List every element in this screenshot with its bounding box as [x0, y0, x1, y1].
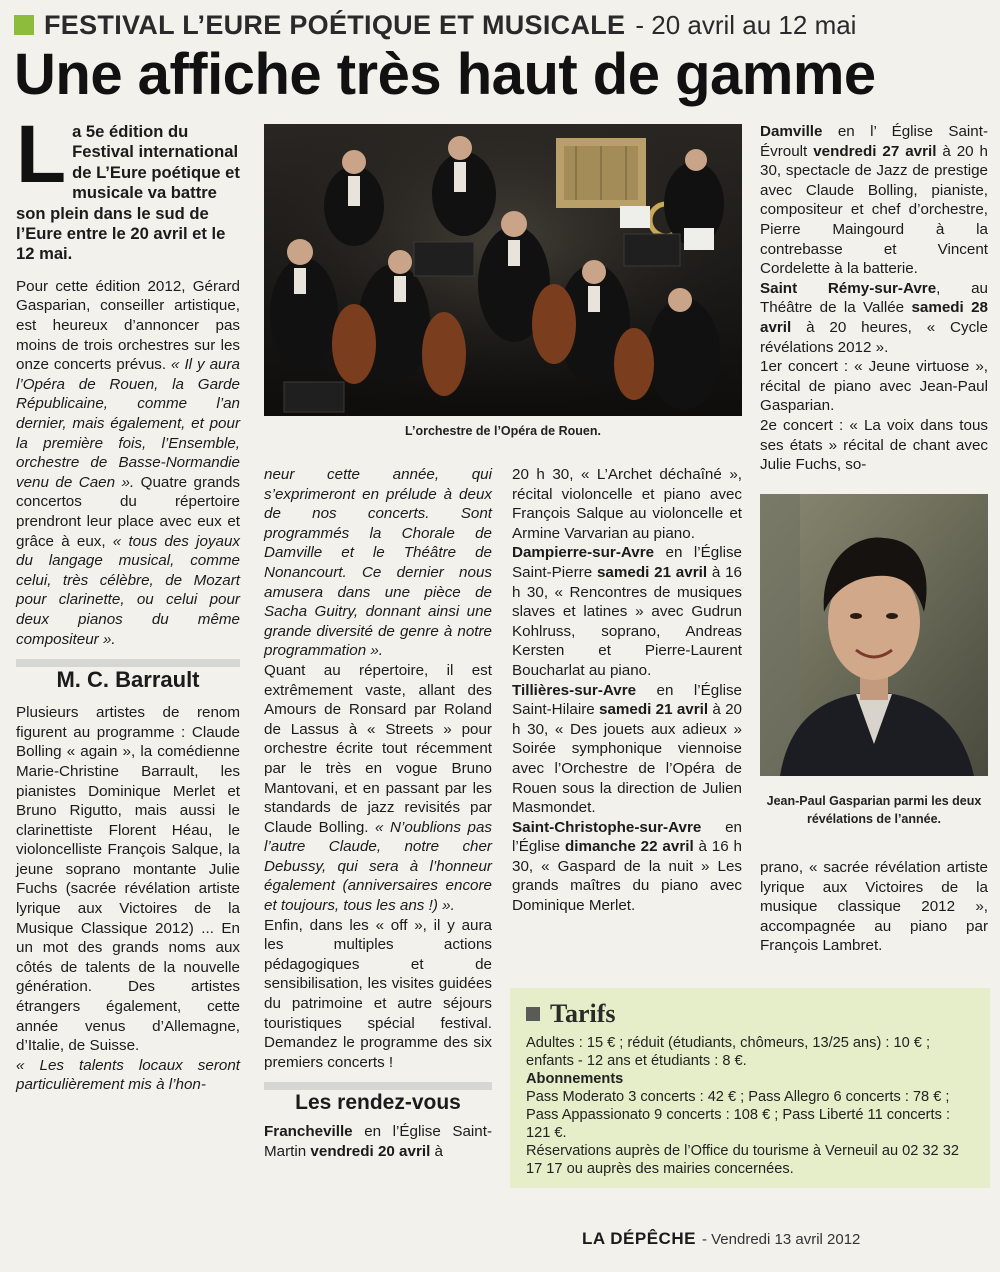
event-place: Saint Rémy-sur-Avre: [760, 279, 937, 297]
page-footer: [582, 1228, 982, 1250]
event-paragraph: 20 h 30, « L’Archet déchaîné », récital violoncelle et piano avec François Salque au violoncelle et Armine Varvarian au piano.: [512, 466, 742, 542]
event-paragraph: [760, 122, 988, 279]
tarifs-header: [526, 994, 974, 1034]
kicker-square-icon: [14, 15, 34, 35]
text-run: en l’Église Saint-Hilaire: [512, 681, 742, 719]
quote-paragraph: neur cette année, qui s’exprimeront en prélude à deux de nos concerts. Sont programmés la Chorale de Damville et le Théâtre de Nonancourt. Ce dernier nous amusera dans une pièce de Sacha Guitry, donnant ainsi une grande diversité de genre à notre programmation ».: [264, 466, 492, 660]
quote-run: « tous des joyaux du langage musical, comme celui, très célèbre, de Mozart pour clarinette, ou celui pour deux pianos du même compositeur ».: [16, 532, 240, 648]
tarifs-passes: Pass Moderato 3 concerts : 42 € ; Pass Allegro 6 concerts : 78 € ; Pass Appassionato 9 concerts : 108 € ; Pass Liberté 11 concerts : 121 €.: [526, 1089, 951, 1141]
event-place: Francheville: [264, 1123, 353, 1141]
event-place: Dampierre-sur-Avre: [512, 544, 655, 562]
portrait-photo: [760, 494, 988, 776]
newspaper-name: LA DÉPÊCHE: [582, 1229, 696, 1248]
body-paragraph: Enfin, dans les « off », il y aura les multiples actions pédagogiques et de sensibilisation, les visites guidées du patrimoine et autre séjours touristiques spécial festival. Demandez le programme des six premiers concerts !: [264, 916, 492, 1071]
orchestra-photo-caption: L’orchestre de l’Opéra de Rouen.: [405, 424, 601, 438]
event-date: samedi 28 avril: [760, 299, 988, 336]
event-date: vendredi 27 avril: [813, 142, 937, 160]
event-paragraph: [512, 681, 742, 818]
event-place: Damville: [760, 123, 823, 140]
orchestra-photo: [264, 124, 742, 416]
text-run: en l’Église Saint-Pierre: [512, 544, 742, 581]
portrait-photo-caption: Jean-Paul Gasparian parmi les deux révélations de l’année.: [766, 794, 982, 826]
body-paragraph: Plusieurs artistes de renom figurent au programme : Claude Bolling « again », la comédienne Marie-Christine Barrault, les pianistes Dominique Merlet et Bruno Rigutto, mais aussi le clarinettiste Florent Héau, le violoncelliste François Salque, la jeune soprano montante Julie Fuchs (sacrée révélation artiste lyrique aux Victoires de la Musique Classique 2012) ... En un mot des grands noms aux côtés de talents de la nouvelle génération. Des artistes étrangers également, cette année venus d’Allemagne, d’Italie, de Suisse.: [16, 704, 240, 1055]
tarifs-abonnements-heading: Abonnements: [526, 1071, 624, 1087]
column-4-continued: [760, 858, 988, 956]
event-place: Tillières-sur-Avre: [512, 681, 637, 699]
byline: M. C. Barrault: [16, 659, 240, 693]
event-paragraph: [512, 818, 742, 916]
tarifs-prices: Adultes : 15 € ; réduit (étudiants, chômeurs, 13/25 ans) : 10 € ; enfants - 12 ans et étudiants : 8 €.: [526, 1035, 930, 1069]
text-run: Quant au répertoire, il est extrêmement vaste, allant des Amours de Ronsard par Roland de Lassus à « Streets » pour orchestre écrite tout récemment par le très en vogue Bruno Mantovani, et en passant par les standards de jazz revisités par Claude Bolling.: [264, 661, 492, 836]
event-date: samedi 21 avril: [596, 563, 708, 581]
text-run: , au Théâtre de la Vallée: [760, 279, 988, 317]
lead-paragraph: [16, 109, 240, 265]
issue-date: - Vendredi 13 avril 2012: [701, 1230, 861, 1248]
text-run: à 20 h 30, spectacle de Jazz de prestige avec Claude Bolling, pianiste, compositeur et chef d’orchestre, Pierre Maingourd à la contrebasse et Vincent Cordelette à la batterie.: [760, 142, 988, 278]
tarifs-title: Tarifs: [550, 999, 616, 1028]
quote-run: « N’oublions pas l’autre Claude, notre cher Debussy, qui sera à l’honneur également (anniversaires encore et toujours, tous les ans !) ».: [264, 818, 492, 915]
column-2: [264, 465, 492, 1162]
tarifs-reservations: Réservations auprès de l’Office du tourisme à Verneuil au 02 32 32 17 17 ou auprès des mairies concernées.: [526, 1143, 959, 1177]
orchestra-photo-icon: [264, 124, 742, 416]
text-run: Pour cette édition 2012, Gérard Gasparian, conseiller artistique, est heureux d’annoncer pas moins de trois orchestres sur les onze concerts prévus.: [16, 277, 240, 374]
lead-text: a 5e édition du Festival international de L’Eure poétique et musicale va battre son plein dans le sud de l’Eure entre le 20 avril et le 12 mai.: [16, 122, 240, 264]
tarifs-box: [510, 988, 990, 1188]
rendez-vous-heading: Les rendez-vous: [264, 1082, 492, 1114]
text-run: à 20 heures, « Cycle révélations 2012 ».: [760, 318, 988, 356]
column-3: [512, 465, 742, 916]
kicker: [14, 8, 989, 42]
text-run: Quatre grands concertos du répertoire prendront leur place avec eux et grâce à eux,: [16, 473, 240, 550]
headline: Une affiche très haut de gamme: [14, 42, 876, 107]
kicker-title: FESTIVAL L’EURE POÉTIQUE ET MUSICALE: [44, 9, 626, 40]
body-paragraph: prano, « sacrée révélation artiste lyrique aux Victoires de la musique classique 2012 », accompagnée au piano par François Lambret.: [760, 859, 988, 955]
text-run: en l’Église: [512, 818, 742, 856]
kicker-dates: - 20 avril au 12 mai: [635, 9, 857, 40]
event-date: dimanche 22 avril: [564, 838, 694, 856]
event-date: vendredi 20 avril: [310, 1143, 431, 1160]
portrait-photo-icon: [760, 494, 988, 776]
text-run: en l’ Église Saint-Évroult: [760, 123, 988, 160]
body-paragraph: 1er concert : « Jeune virtuose », récital de piano avec Jean-Paul Gasparian.: [760, 358, 988, 415]
event-paragraph: [264, 1122, 492, 1161]
text-run: à 16 h 30, « Rencontres de musiques slaves et latines » avec Gudrun Kohlruss, soprano, Andreas Kersten et Pierre-Laurent Boucharlat au piano.: [512, 563, 742, 679]
column-4: [760, 122, 988, 475]
text-run: à: [430, 1143, 443, 1160]
body-paragraph: 2e concert : « La voix dans tous ses états » récital de chant avec Julie Fuchs, so-: [760, 416, 988, 474]
tarifs-square-icon: [526, 1007, 540, 1021]
quote-run: « Il y aura l’Opéra de Rouen, la Garde Républicaine, comme l’an dernier, mais également, et pour la première fois, l’Ensemble, orchestre de Basse-Normandie venu de Caen ».: [16, 356, 240, 491]
body-paragraph: [264, 661, 492, 916]
quote-paragraph: « Les talents locaux seront particulièrement mis à l’hon-: [16, 1056, 240, 1094]
event-date: samedi 21 avril: [599, 701, 709, 719]
event-paragraph: [760, 279, 988, 357]
column-1: [16, 109, 240, 1095]
drop-cap: L: [16, 109, 67, 200]
tarifs-body: [526, 1034, 974, 1178]
text-run: à 16 h 30, « Gaspard de la nuit » Les grands maîtres du piano avec Dominique Merlet.: [512, 838, 742, 915]
text-run: en l’Église Saint-Martin: [264, 1123, 492, 1160]
text-run: à 20 h 30, « Des jouets aux adieux » Soirée symphonique viennoise avec l’Orchestre de l’Opéra de Rouen sous la direction de Julien Masmondet.: [512, 701, 743, 817]
body-paragraph: [16, 277, 240, 649]
event-paragraph: [512, 543, 742, 680]
event-place: Saint-Christophe-sur-Avre: [512, 818, 702, 836]
